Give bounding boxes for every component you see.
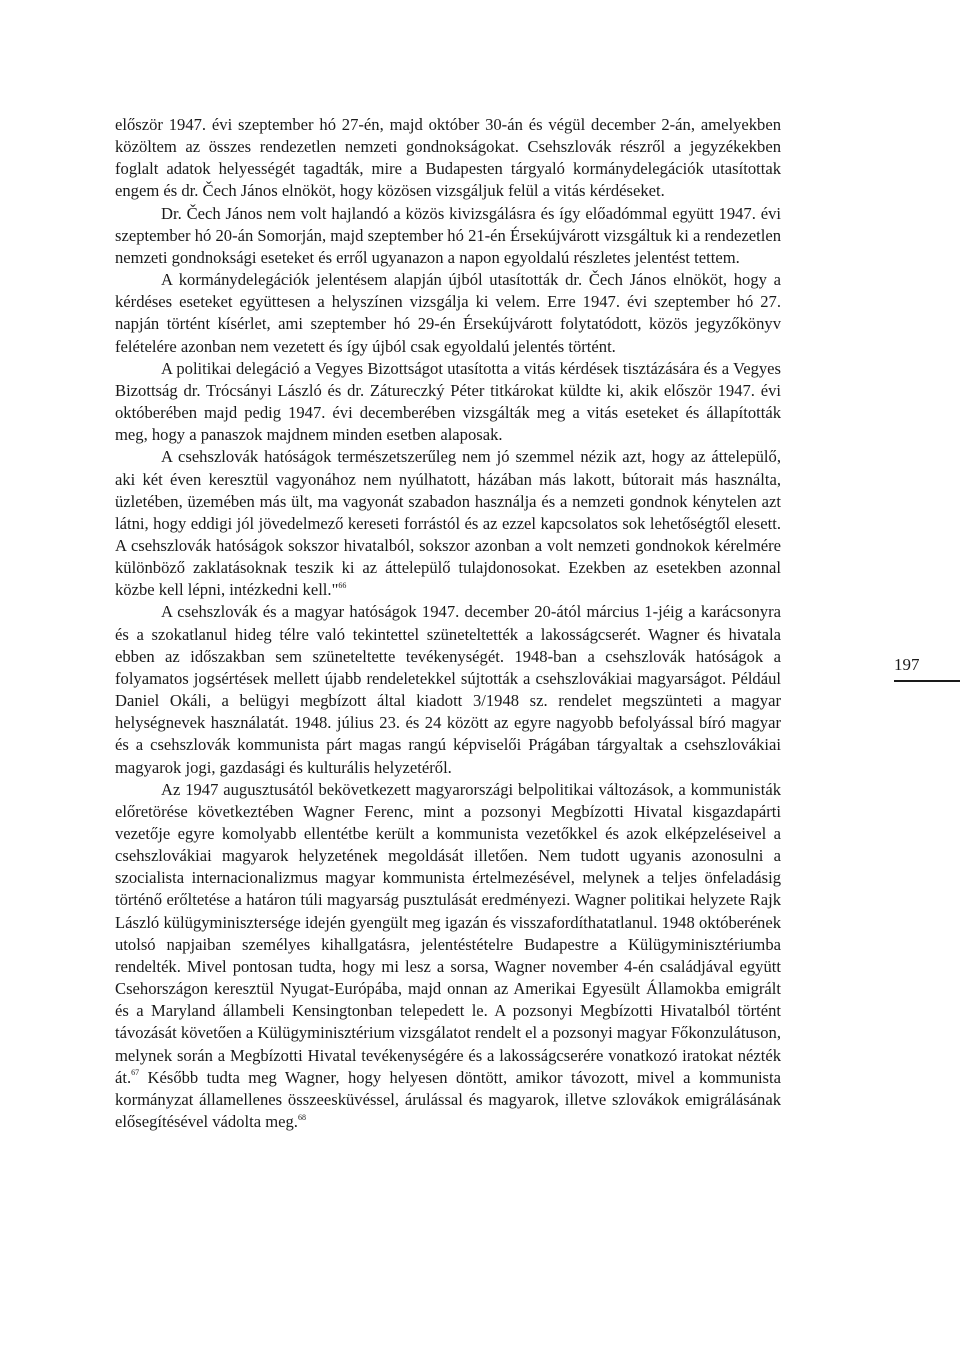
paragraph-text: először 1947. évi szeptember hó 27-én, majd október 30-án és végül december 2-án, amelyekben közöltem az összes rendezetlen nemzeti gondnokságokat. Csehszlovák részről a jegyzékekben foglalt adatok helyességét tagadták, mire a Budapesten tárgyaló kormánydelegációk utasítottak engem és dr. Čech János elnököt, hogy közösen vizsgáljuk felül a vitás kérdéseket. bbox=[115, 115, 781, 201]
paragraph bbox=[115, 358, 781, 447]
paragraph-text: Az 1947 augusztusától bekövetkezett magyarországi belpolitikai változások, a kommunisták előretörése következtében Wagner Ferenc, mint a pozsonyi Megbízotti Hivatal kisgazdapárti vezetője egyre komolyabb ellentétbe került a kommunista vezetőkkel és azok elképzeléseivel a csehszlovákiai magyarok helyzetének megoldását illetően. Nem tudott ugyanis azonosulni a szocialista internacionalizmus magyar kommunista értelmezésével, melynek a teljes önfeladásig történő erőltetése a határon túli magyarság pusztulását eredményezi. Wagner politikai helyzete Rajk László külügyminisztersége idején gyengült meg igazán és visszafordíthatatlanul. 1948 októberének utolsó napjaiban személyes kihallgatásra, jelentéstételre Budapestre a Külügyminisztériumba rendelték. Mivel pontosan tudta, hogy mi lesz a sorsa, Wagner november 4-én családjával együtt Csehországon keresztül Nyugat-Európába, majd onnan az Amerikai Egyesült Államokba emigrált és a Maryland állambeli Kensingtonban telepedett le. A pozsonyi Megbízotti Hivatalból történt távozását követően a Külügyminisztérium vizsgálatot rendelt el a pozsonyi magyar Főkonzulátuson, melynek során a Megbízotti Hivatal tevékenységére és a lakosságcserére vonatkozó iratokat nézték át. bbox=[115, 779, 781, 1087]
footnote-marker: 68 bbox=[297, 1112, 306, 1122]
paragraph bbox=[115, 114, 781, 203]
paragraph bbox=[115, 269, 781, 358]
footnote-marker: 67 bbox=[131, 1068, 140, 1078]
footnote-marker: 66 bbox=[338, 580, 347, 590]
page-number-rule bbox=[894, 680, 960, 682]
paragraph-text: Dr. Čech János nem volt hajlandó a közös kivizsgálásra és így előadómmal együtt 1947. évi szeptember hó 20-án Somorján, majd szeptember hó 21-én Érsekújvárott vizsgáltuk ki a rendezetlen nemzeti gondnoksági eseteket és erről ugyanazon a napon egyoldalú részletes jelentést tettem. bbox=[115, 203, 781, 267]
paragraph bbox=[115, 203, 781, 269]
paragraph-text: A kormánydelegációk jelentésem alapján újból utasították dr. Čech János elnököt, hogy a kérdéses eseteket együttesen a helyszínen vizsgálja ki velem. Erre 1947. évi szeptember hó 27. napján történt kísérlet, ami szeptember hó 29-én Érsekújvárott folytatódott, közös jegyzőkönyv felételére azonban nem vezetett és így újból csak egyoldalú jelentés történt. bbox=[115, 270, 781, 356]
page-number: 197 bbox=[894, 655, 920, 674]
page-body-text bbox=[115, 114, 781, 1133]
paragraph bbox=[115, 779, 781, 1134]
paragraph-text: A csehszlovák és a magyar hatóságok 1947. december 20-ától március 1-jéig a karácsonyra és a szokatlanul hideg télre való tekintettel szüneteltették a lakosságcserét. Wagner és hivatala ebben az időszakban sem szüneteltette tevékenységét. 1948-ban a csehszlovák hatóságok a folyamatos jogsértések mellett újabb rendeletekkel sújtották a csehszlovákiai magyarságot. Például Daniel Okáli, a belügyi megbízott által kiadott 3/1948 sz. rendelet megszünteti a magyar helységnevek használatát. 1948. július 23. és 24 között az egyre nagyobb befolyással bíró magyar és a csehszlovák kommunista párt magas rangú képviselői Prágában tárgyaltak a csehszlovákiai magyarok jogi, gazdasági és kulturális helyzetéről. bbox=[115, 602, 781, 777]
paragraph-text: A csehszlovák hatóságok természetszerűleg nem jó szemmel nézik azt, hogy az áttelepülő, aki két éven keresztül vagyonához nem nyúlhatott, házában más lakott, bútorait más használta, üzletében, üzemében más ült, ma vagyonát szabadon használja és a nemzeti gondnok kénytelen azt látni, hogy eddigi jól jövedelmező kereseti forrástól és az ezzel kapcsolatos sok lehetőségtől elesett. A csehszlovák hatóságok sokszor hivatalból, sokszor azonban a volt nemzeti gondnokok kérelmére különböző zaklatásoknak teszik ki az áttelepülő tulajdonosokat. Ezekben az esetekben azonnal közbe kell lépni, intézkedni kell." bbox=[115, 447, 781, 600]
paragraph bbox=[115, 601, 781, 778]
paragraph-text: A politikai delegáció a Vegyes Bizottságot utasította a vitás kérdések tisztázására és a Vegyes Bizottság dr. Trócsányi László és dr. Zátureczký Péter titkárokat küldte ki, akik először 1947. évi októberében majd pedig 1947. évi decemberében vizsgálták meg a vitás eseteket és állapították meg, hogy a panaszok majdnem minden esetben alaposak. bbox=[115, 358, 781, 445]
paragraph-text-continuation: Később tudta meg Wagner, hogy helyesen döntött, amikor távozott, mivel a kommunista kormányzat államellenes összeesküvéssel, árulással és magyarok, illetve szlovákok emigrálásának elősegítésével vádolta meg. bbox=[115, 1067, 781, 1132]
paragraph bbox=[115, 446, 781, 601]
